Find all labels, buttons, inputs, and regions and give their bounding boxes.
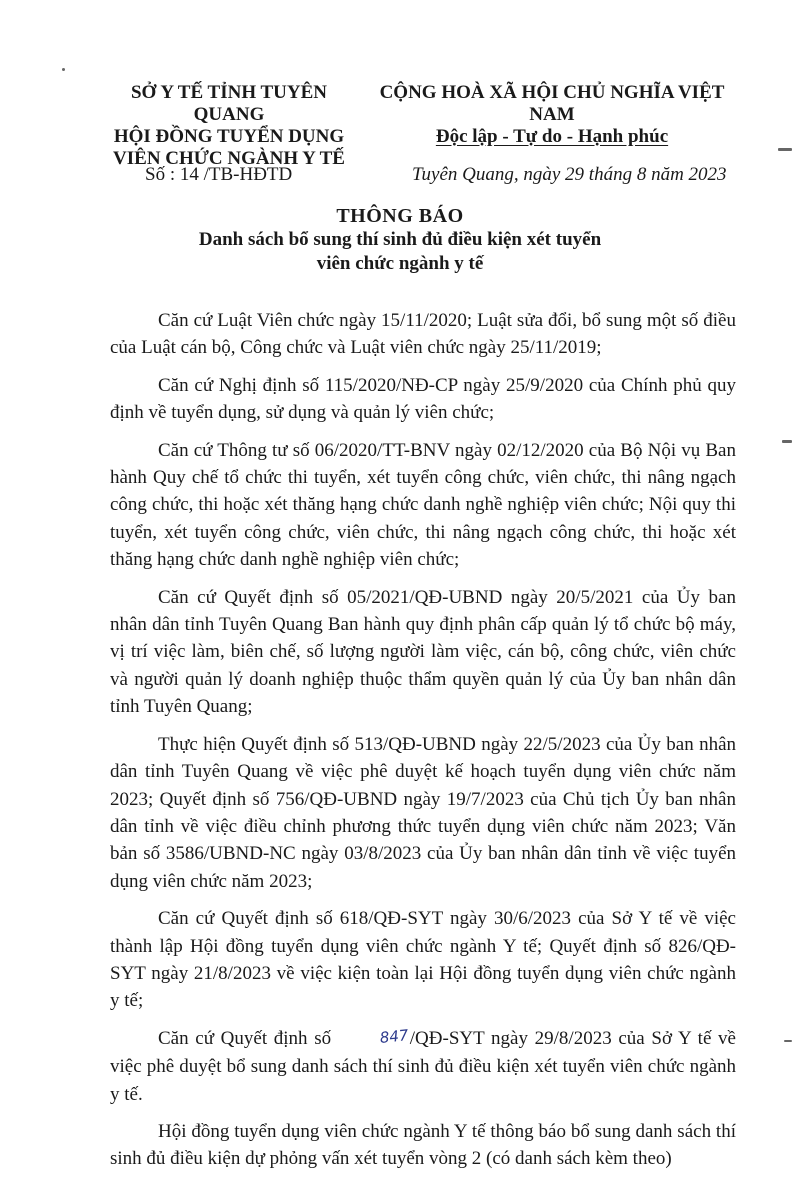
paragraph: Căn cứ Quyết định số 05/2021/QĐ-UBND ngày 20/5/2021 của Ủy ban nhân dân tỉnh Tuyên Quang Ban hành quy định phân cấp quản lý tổ chức bộ máy, vị trí việc làm, biên chế, số lượng người làm việc, cán bộ, công chức, viên chức và người quản lý doanh nghiệp thuộc thẩm quyền quản lý của Ủy ban nhân dân tỉnh Tuyên Quang;: [110, 586, 736, 718]
handwritten-number: 847: [379, 1025, 410, 1047]
scan-speck: [778, 148, 792, 151]
national-header: [362, 82, 742, 148]
issuer-line-3: VIÊN CHỨC NGÀNH Y TẾ: [113, 148, 345, 169]
issuer-line-1: SỞ Y TẾ TỈNH TUYÊN QUANG: [130, 82, 328, 125]
paragraph-text-after: /QĐ-SYT ngày 29/8/2023 của Sở Y tế về việc phê duyệt bổ sung danh sách thí sinh đủ điều kiện xét tuyển viên chức ngành y tế.: [110, 1027, 736, 1105]
paragraph-text-before: Căn cứ Quyết định số: [158, 1027, 332, 1049]
document-number: Số : 14 /TB-HĐTD: [145, 164, 293, 185]
issuer-header: [100, 82, 358, 170]
scan-speck: [782, 440, 792, 443]
scan-speck: [62, 68, 65, 71]
title-line-3: viên chức ngành y tế: [316, 253, 484, 274]
paragraph: Căn cứ Thông tư số 06/2020/TT-BNV ngày 02/12/2020 của Bộ Nội vụ Ban hành Quy chế tổ chức thi tuyển, xét tuyển công chức, viên chức, thi nâng ngạch công chức, thi hoặc xét thăng hạng chức danh nghề nghiệp viên chức; Nội quy thi tuyển, xét tuyển công chức, viên chức, thi nâng ngạch công chức, thi hoặc xét thăng hạng chức danh nghề nghiệp viên chức;: [110, 439, 736, 571]
national-title: CỘNG HOÀ XÃ HỘI CHỦ NGHĨA VIỆT NAM: [379, 82, 725, 125]
place-and-date: Tuyên Quang, ngày 29 tháng 8 năm 2023: [412, 164, 727, 185]
paragraph-announcement: Hội đồng tuyển dụng viên chức ngành Y tế thông báo bổ sung danh sách thí sinh đủ điều kiện dự phỏng vấn xét tuyển vòng 2 (có danh sách kèm theo): [110, 1120, 736, 1170]
document-title: [120, 204, 680, 276]
scan-speck: [784, 1040, 792, 1042]
issuer-line-2: HỘI ĐỒNG TUYỂN DỤNG: [113, 126, 345, 147]
paragraph: Căn cứ Quyết định số 618/QĐ-SYT ngày 30/6/2023 của Sở Y tế về việc thành lập Hội đồng tuyển dụng viên chức ngành Y tế; Quyết định số 826/QĐ-SYT ngày 21/8/2023 về việc kiện toàn lại Hội đồng tuyển dụng viên chức ngành y tế;: [110, 908, 736, 1012]
title-line-1: THÔNG BÁO: [336, 205, 464, 227]
paragraph: Căn cứ Luật Viên chức ngày 15/11/2020; Luật sửa đổi, bổ sung một số điều của Luật cán bộ, Công chức và Luật viên chức ngày 25/11/2019;: [110, 310, 736, 359]
national-motto: Độc lập - Tự do - Hạnh phúc: [435, 126, 669, 147]
title-line-2: Danh sách bổ sung thí sinh đủ điều kiện xét tuyển: [198, 229, 602, 250]
paragraph: Căn cứ Nghị định số 115/2020/NĐ-CP ngày 25/9/2020 của Chính phủ quy định về tuyển dụng, sử dụng và quản lý viên chức;: [110, 374, 736, 424]
paragraph: Thực hiện Quyết định số 513/QĐ-UBND ngày 22/5/2023 của Ủy ban nhân dân tỉnh Tuyên Quang về việc phê duyệt kế hoạch tuyển dụng viên chức năm 2023; Quyết định số 756/QĐ-UBND ngày 19/7/2023 của Chủ tịch Ủy ban nhân dân tỉnh về việc điều chỉnh phương thức tuyển dụng viên chức năm 2023; Văn bản số 3586/UBND-NC ngày 03/8/2023 của Ủy ban nhân dân tỉnh về việc tuyển dụng viên chức năm 2023;: [110, 733, 736, 892]
document-body: [110, 307, 736, 1183]
paragraph-decision-approval: [110, 1025, 736, 1108]
